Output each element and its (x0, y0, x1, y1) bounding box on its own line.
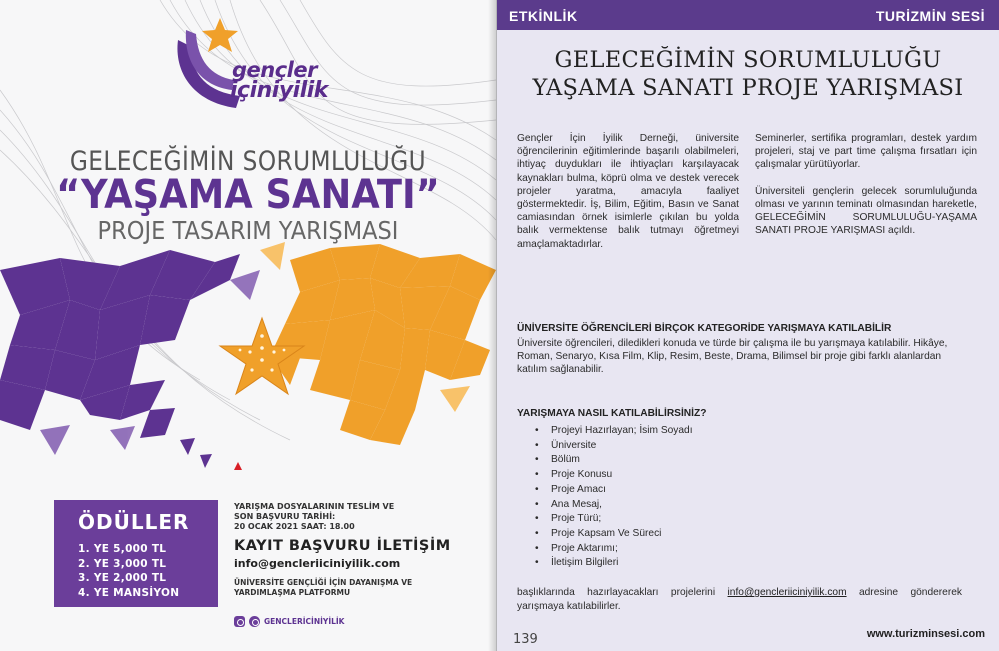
platform-line: ÜNİVERSİTE GENÇLİĞİ İÇİN DAYANIŞMA VE (234, 578, 413, 587)
article-title (497, 46, 999, 102)
poster-title-line3: PROJE TASARIM YARIŞMASI (97, 216, 399, 245)
closing-paragraph (517, 586, 962, 614)
paragraph: Üniversiteli gençlerin gelecek sorumluluğunda olması ve yarının teminatı olmasından hareketle, GELECEĞİMİN SORUMLULUĞU-YAŞAMA SANATI PROJE YARIŞMASI açıldı. (755, 185, 977, 237)
geometric-shapes-decoration (0, 240, 496, 500)
youtube-icon (249, 616, 260, 627)
award-item: 4. YE MANSİYON (78, 586, 180, 599)
list-item: • Proje Kapsam Ve Süreci (535, 527, 693, 542)
article-page (497, 0, 999, 651)
poster-title-line1: GELECEĞİMİN SORUMLULUĞU (69, 146, 427, 177)
contact-title: KAYIT BAŞVURU İLETİŞİM (234, 538, 451, 554)
logo-text-bottom: içiniyilik (230, 78, 328, 103)
article-title-line2: YAŞAMA SANATI PROJE YARIŞMASI (532, 75, 964, 101)
social-handle: GENCLERİCİNİYİLİK (264, 617, 345, 626)
poster-page (0, 0, 496, 651)
platform-text (234, 578, 434, 598)
section-label: ETKİNLİK (509, 8, 578, 24)
list-item: • İletişim Bilgileri (535, 556, 693, 571)
deadline-text (234, 502, 434, 532)
social-handles (234, 616, 345, 627)
closing-text: adresine göndererek yarışmaya katılabilirler. (517, 587, 963, 612)
award-item: 1. YE 5,000 TL (78, 543, 167, 555)
logo-text-top: gençler (232, 58, 317, 82)
magazine-name: TURİZMİN SESİ (875, 8, 985, 24)
awards-box (54, 500, 218, 607)
list-item: • Projeyi Hazırlayan; İsim Soyadı (535, 424, 693, 439)
deadline-line: SON BAŞVURU TARİHİ: (234, 512, 336, 521)
awards-title: ÖDÜLLER (78, 510, 190, 534)
contact-email: info@gencleriiciniyilik.com (234, 557, 401, 570)
list-item: • Üniversite (535, 439, 693, 454)
award-item: 3. YE 2,000 TL (78, 572, 167, 584)
section-body-categories: Üniversite öğrencileri, diledikleri konuda ve türde bir çalışma ile bu yarışmaya katılabilir. Hikâye, Roman, Senaryo, Kısa Film, Klip, Resim, Beste, Drama, Bilimsel bir proje gibi farklı alanlardan katılım sağlanabilir. (517, 338, 948, 376)
platform-line: YARDIMLAŞMA PLATFORMU (234, 588, 351, 597)
list-item: • Proje Konusu (535, 468, 693, 483)
article-column-right (755, 132, 977, 250)
closing-text: başlıklarında hazırlayacakları projelerini (517, 587, 728, 598)
requirements-list (535, 424, 693, 571)
instagram-icon (234, 616, 245, 627)
article-title-line1: GELECEĞİMİN SORUMLULUĞU (554, 47, 942, 73)
section-heading-how-to-join: YARIŞMAYA NASIL KATILABİLİRSİNİZ? (517, 408, 707, 419)
poster-title-main: “YAŞAMA SANATI” (56, 172, 440, 218)
page-number: 139 (513, 632, 538, 647)
award-item: 2. YE 3,000 TL (78, 557, 167, 570)
section-header-bar (497, 0, 999, 30)
paragraph: Gençler İçin İyilik Derneği, üniversite öğrencilerinin eğitimlerinde başarılı olabilmeleri, ihtiyaç duydukları ile ihtiyaçları karşılayacak kaynakları bulma, köprü olma ve destek verecek projeler yaratma, amacıyla faaliyet göstermektedir. İş, Bilim, Eğitim, Basın ve Sanat camiasından örnek isimlerle çıkılan bu yolda balık vermektense balık tutmayı öğretmeyi amaçlamaktadırlar. (517, 133, 739, 250)
email-link[interactable]: info@gencleriiciniyilik.com (727, 587, 847, 598)
awards-list (78, 542, 218, 600)
website-url: www.turizminsesi.com (866, 628, 985, 640)
list-item: • Proje Türü; (535, 512, 693, 527)
deadline-date: 20 OCAK 2021 SAAT: 18.00 (234, 522, 355, 531)
section-heading-categories: ÜNİVERSİTE ÖĞRENCİLERİ BİRÇOK KATEGORİDE YARIŞMAYA KATILABİLİR (517, 323, 892, 334)
list-item: • Ana Mesaj, (535, 498, 693, 513)
list-item: • Bölüm (535, 453, 693, 468)
deadline-line: YARIŞMA DOSYALARININ TESLİM VE (234, 502, 395, 511)
list-item: • Proje Aktarımı; (535, 542, 693, 557)
list-item: • Proje Amacı (535, 483, 693, 498)
article-column-left (517, 132, 739, 264)
paragraph: Seminerler, sertifika programları, destek yardım projeleri, staj ve part time çalışma fırsatları için çalışmalar yürütüyorlar. (755, 133, 977, 171)
